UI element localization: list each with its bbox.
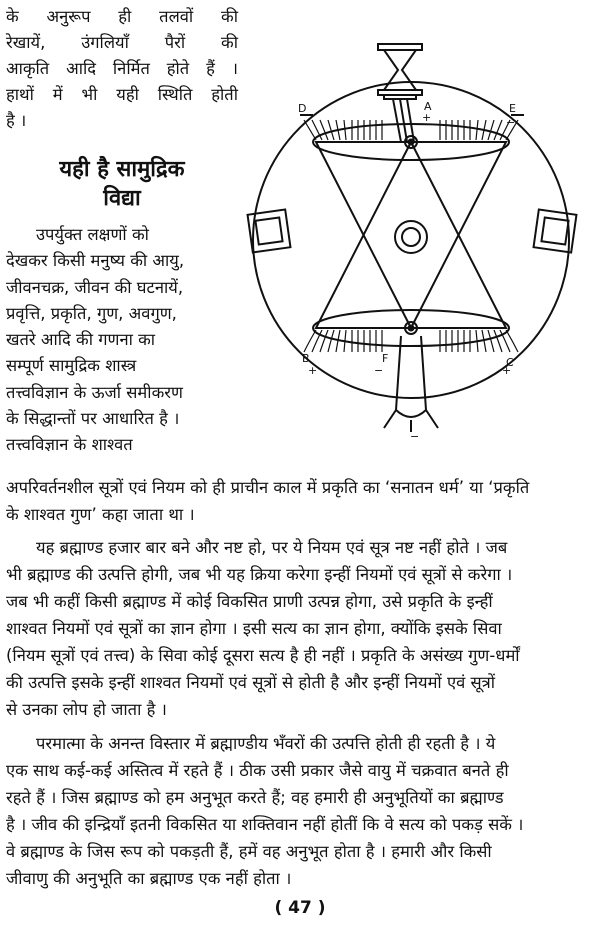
label-b: B [302, 352, 310, 365]
text-line: जीवाणु की अनुभूति का ब्रह्माण्ड एक नहीं होता । [6, 869, 292, 888]
text-line: रेखायें, उंगलियाँ पैरों की [6, 33, 238, 52]
text-line: प्रवृत्ति, प्रकृति, गुण, अवगुण, [6, 303, 177, 323]
label-d: D [298, 102, 307, 115]
text-line: की उत्पत्ति इसके इन्हीं शाश्वत नियमों एवं सूत्रों से होती है और इन्हीं नियमों एवं सूत्रों [6, 673, 496, 692]
text-line: यह ब्रह्माण्ड हजार बार बने और नष्ट हो, पर ये नियम एवं सूत्र नष्ट नहीं होते । जब [36, 538, 508, 557]
paragraph-brahmand-niyam [6, 534, 594, 723]
downward-triangle [316, 142, 506, 328]
page-number: ( 47 ) [274, 898, 326, 918]
text-line: जीवनचक्र, जीवन की घटनायें, [6, 277, 184, 297]
text-line: तत्त्वविज्ञान के शाश्वत [6, 435, 133, 455]
text-line: है । [6, 111, 27, 130]
text-line: परमात्मा के अनन्त विस्तार में ब्रह्माण्डीय भँवरों की उत्पत्ति होती ही रहती है । ये [36, 734, 496, 753]
label-c-plus: + [502, 364, 512, 377]
stem [396, 336, 426, 417]
text-line: से उनका लोप हो जाता है । [6, 700, 167, 719]
text-line: जब भी कहीं किसी ब्रह्माण्ड में कोई विकसित प्राणी उत्पन्न होगा, उसे प्रकृति के इन्हीं [6, 592, 493, 611]
text-line: के सिद्धान्तों पर आधारित है । [6, 409, 180, 429]
label-f: F [382, 352, 389, 365]
text-line: आकृति आदि निर्मित होते हैं । [6, 59, 238, 78]
label-e-minus: − [506, 116, 516, 129]
text-line: (नियम सूत्रों एवं तत्त्व) के सिवा कोई दूसरा सत्य है ही नहीं । प्रकृति के असंख्य गुण-धर्मों [6, 646, 520, 665]
text-line: शाश्वत नियमों एवं सूत्रों का ज्ञान होगा । इसी सत्य का ज्ञान होगा, क्योंकि इसके सिवा [6, 619, 502, 638]
hourglass-icon [378, 44, 422, 142]
label-b-plus: + [308, 364, 318, 377]
text-line: अपरिवर्तनशील सूत्रों एवं नियम को ही प्राचीन काल में प्रकृति का ‘सनातन धर्म’ या ‘प्रकृति [6, 478, 530, 497]
heading-line: यही है सामुद्रिक [59, 157, 185, 182]
text-line: के अनुरूप ही तलवों की [6, 7, 238, 26]
label-c: C [506, 356, 514, 369]
label-a: A [424, 100, 432, 113]
text-line: तत्त्वविज्ञान के ऊर्जा समीकरण [6, 382, 183, 402]
right-square [534, 210, 577, 253]
text-line: है । जीव की इन्द्रियाँ इतनी विकसित या शक्तिवान नहीं होतीं कि वे सत्य को पकड़ सकें । [6, 815, 524, 834]
label-stem-minus: − [410, 430, 420, 443]
text-line: उपर्युक्त लक्षणों को [36, 225, 149, 244]
text-line: भी ब्रह्माण्ड की उत्पत्ति होगी, जब भी यह क्रिया करेगा इन्हीं नियमों एवं सूत्रों से करेगा । [6, 565, 513, 584]
paragraph-samudrik [6, 222, 238, 459]
upward-triangle [316, 142, 506, 328]
text-line: देखकर किसी मनुष्य की आयु, [6, 251, 185, 271]
intro-paragraph [6, 4, 238, 134]
text-line: रहते हैं । जिस ब्रह्माण्ड को हम अनुभूत करते हैं; वह हमारी ही अनुभूतियों का ब्रह्माण्ड [6, 788, 504, 807]
text-line: वे ब्रह्माण्ड के जिस रूप को पकड़ती हैं, हमें वह अनुभूत होता है । हमारी और किसी [6, 842, 492, 861]
section-heading [6, 155, 238, 213]
paragraph-continuation [6, 474, 594, 528]
text-line: हाथों में भी यही स्थिति होती [6, 85, 238, 104]
label-f-minus: − [374, 364, 384, 377]
label-e: E [509, 102, 516, 115]
text-line: खतरे आदि की गणना का [6, 330, 156, 350]
paragraph-paramatma [6, 730, 594, 892]
text-line: सम्पूर्ण सामुद्रिक शास्त्र [6, 356, 137, 376]
label-a-plus: + [422, 111, 432, 124]
center-circle [395, 221, 427, 253]
heading-line: विद्या [103, 186, 141, 211]
universe-diagram [238, 30, 600, 450]
text-line: एक साथ कई-कई अस्तित्व में रहते हैं । ठीक उसी प्रकार जैसे वायु में चक्रवात बनते ही [6, 761, 509, 780]
text-line: के शाश्वत गुण’ कहा जाता था । [6, 505, 195, 524]
